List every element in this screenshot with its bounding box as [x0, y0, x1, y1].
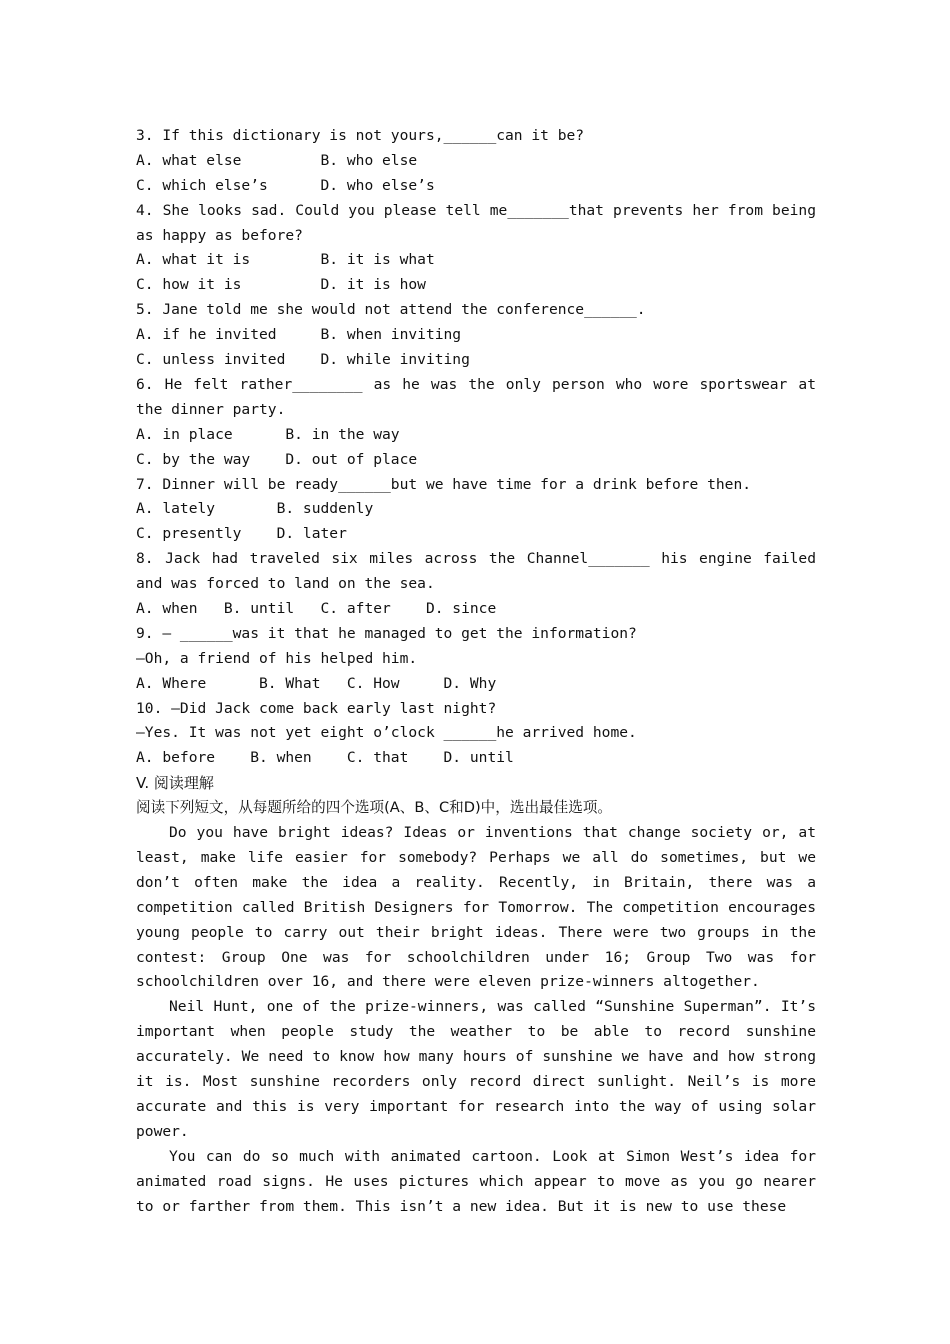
options-row: A. lately B. suddenly — [136, 500, 374, 518]
dialogue-answer: —Yes. It was not yet eight o’clock ______he arrived home. — [136, 724, 637, 742]
options-row: A. in place B. in the way — [136, 425, 400, 443]
question-8 — [136, 547, 816, 622]
dialogue-answer: —Oh, a friend of his helped him. — [136, 649, 418, 667]
options-row: A. before B. when C. that D. until — [136, 749, 514, 767]
question-stem: 6. He felt rather________ as he was the only person who wore sportswear at the dinner party. — [136, 375, 816, 418]
options-row: C. which else’s D. who else’s — [136, 176, 435, 194]
question-stem: 9. — ______was it that he managed to get the information? — [136, 624, 637, 642]
question-stem: 4. She looks sad. Could you please tell me_______that prevents her from being as happy as before? — [136, 201, 816, 244]
question-9 — [136, 622, 816, 697]
question-4 — [136, 199, 816, 299]
options-row: A. what it is B. it is what — [136, 251, 435, 269]
question-stem: 3. If this dictionary is not yours,______can it be? — [136, 127, 585, 144]
section-instruction: 阅读下列短文，从每题所给的四个选项(A、B、C和D)中，选出最佳选项。 — [136, 799, 613, 817]
options-row: C. how it is D. it is how — [136, 276, 426, 294]
question-6 — [136, 373, 816, 473]
section-heading: V. 阅读理解 — [136, 774, 214, 793]
question-stem: 7. Dinner will be ready______but we have time for a drink before then. — [136, 475, 752, 493]
question-7 — [136, 473, 816, 548]
passage-paragraph-3: You can do so much with animated cartoon. Look at Simon West’s idea for animated road signs. He uses pictures which appear to move as you go nearer to or farther from them. This isn’t a new idea. But it is new to use these — [136, 1147, 816, 1215]
options-row: A. if he invited B. when inviting — [136, 326, 462, 344]
options-row: A. what else B. who else — [136, 151, 418, 169]
question-5 — [136, 298, 816, 373]
passage-paragraph-2: Neil Hunt, one of the prize-winners, was called “Sunshine Superman”. It’s important when people study the weather to be able to record sunshine accurately. We need to know how many hours of sunshine we have and how strong it is. Most sunshine recorders only record direct sunlight. Neil’s is more accurate and this is very important for research into the way of using solar power. — [136, 998, 816, 1140]
options-row: C. unless invited D. while inviting — [136, 351, 470, 369]
question-stem: 10. —Did Jack come back early last night? — [136, 699, 497, 717]
passage-paragraph-1: Do you have bright ideas? Ideas or inventions that change society or, at least, make life easier for somebody? Perhaps we all do sometimes, but we don’t often make the idea a reality. Recently, in Britain, there was a competition called British Designers for Tomorrow. The competition encourages young people to carry out their bright ideas. There were two groups in the contest: Group One was for schoolchildren under 16; Group Two was for schoolchildren over 16, and there were eleven prize-winners altogether. — [136, 824, 816, 991]
options-row: C. presently D. later — [136, 525, 347, 543]
question-stem: 5. Jane told me she would not attend the conference______. — [136, 301, 646, 319]
options-row: C. by the way D. out of place — [136, 450, 418, 468]
question-10 — [136, 697, 816, 772]
options-row: A. Where B. What C. How D. Why — [136, 674, 497, 692]
document-page — [136, 124, 816, 1220]
question-stem: 8. Jack had traveled six miles across the Channel_______ his engine failed and was forced to land on the sea. — [136, 550, 816, 593]
options-row: A. when B. until C. after D. since — [136, 600, 497, 618]
question-3 — [136, 124, 816, 199]
